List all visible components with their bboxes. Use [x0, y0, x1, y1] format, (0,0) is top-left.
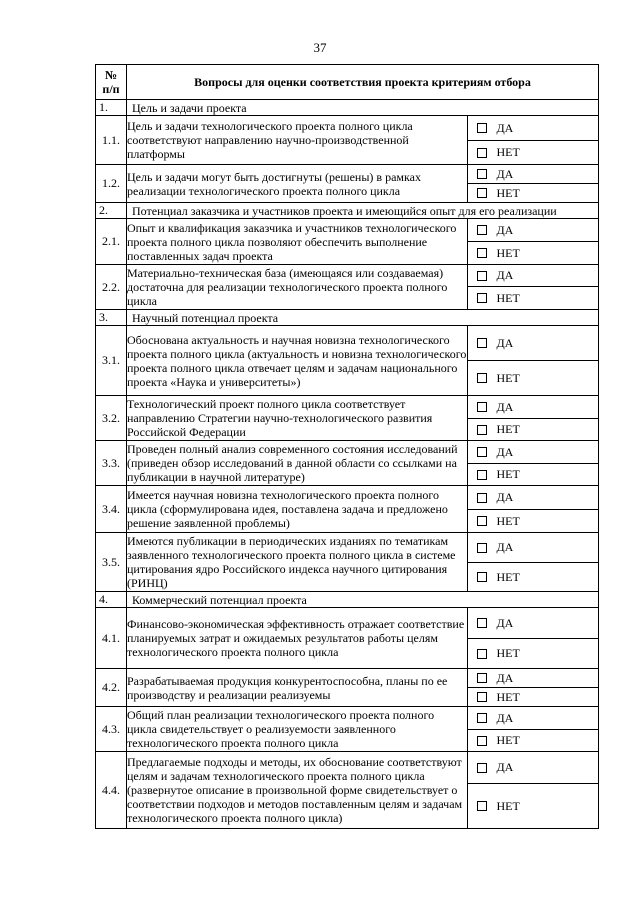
no-checkbox[interactable]: [477, 649, 487, 659]
yes-label: ДА: [497, 116, 599, 141]
section-row: [96, 592, 599, 608]
criterion-text: [127, 219, 468, 265]
section-number: 3.: [96, 310, 127, 326]
no-checkbox-cell: [468, 361, 497, 396]
no-checkbox-cell: [468, 287, 497, 310]
criterion-text: [127, 608, 468, 669]
header-title-cell: [127, 65, 599, 100]
yes-checkbox[interactable]: [477, 618, 487, 628]
criterion-text: [127, 669, 468, 707]
criterion-row: [96, 533, 599, 563]
yes-label: ДА: [497, 486, 599, 510]
no-checkbox[interactable]: [477, 293, 487, 303]
no-checkbox-cell: [468, 141, 497, 165]
yes-label: ДА: [497, 219, 599, 242]
criterion-number: 4.3.: [96, 707, 127, 752]
criterion-number: 2.2.: [96, 265, 127, 310]
criterion-number: 4.1.: [96, 608, 127, 669]
yes-checkbox[interactable]: [477, 123, 487, 133]
criterion-row: [96, 441, 599, 464]
no-label: НЕТ: [497, 287, 599, 310]
criterion-number: 3.1.: [96, 326, 127, 396]
header-number-cell: [96, 65, 127, 100]
yes-checkbox[interactable]: [477, 543, 487, 553]
criterion-row: [96, 707, 599, 730]
yes-checkbox-cell: [468, 441, 497, 464]
criterion-text-content: Разрабатываемая продукция конкурентоспособна, планы по ее производству и реализации реализуемы: [127, 673, 448, 702]
yes-label: ДА: [497, 326, 599, 361]
criterion-text-content: Обоснована актуальность и научная новизна технологического проекта полного цикла (актуальность и новизна технологического проекта полного цикла отвечает целям и задачам национального проекта «Наука и университеты»): [127, 332, 467, 389]
yes-checkbox[interactable]: [477, 402, 487, 412]
yes-checkbox-cell: [468, 326, 497, 361]
no-checkbox-cell: [468, 639, 497, 669]
no-checkbox[interactable]: [477, 692, 487, 702]
yes-label: ДА: [497, 396, 599, 419]
criterion-row: [96, 265, 599, 287]
yes-checkbox[interactable]: [477, 713, 487, 723]
no-label: НЕТ: [497, 464, 599, 486]
yes-checkbox-cell: [468, 608, 497, 639]
criterion-text-content: Цель и задачи технологического проекта полного цикла соответствуют направлению научно-производственной платформы: [127, 119, 413, 161]
table-header-row: [96, 65, 599, 100]
no-checkbox[interactable]: [477, 470, 487, 480]
yes-checkbox-cell: [468, 486, 497, 510]
criterion-text: [127, 165, 468, 203]
criterion-text-content: Финансово-экономическая эффективность отражает соответствие планируемых затрат и ожидаемых результатов работы целям технологического проекта полного цикла: [127, 617, 465, 659]
no-checkbox[interactable]: [477, 801, 487, 811]
yes-checkbox-cell: [468, 752, 497, 784]
no-label: НЕТ: [497, 639, 599, 669]
criterion-number: 4.2.: [96, 669, 127, 707]
section-number: 4.: [96, 592, 127, 608]
page-number: 37: [313, 40, 327, 55]
no-checkbox-cell: [468, 563, 497, 592]
criterion-number: 1.2.: [96, 165, 127, 203]
yes-checkbox-cell: [468, 265, 497, 287]
yes-checkbox[interactable]: [477, 763, 487, 773]
yes-checkbox[interactable]: [477, 225, 487, 235]
criterion-text: [127, 326, 468, 396]
yes-label: ДА: [497, 707, 599, 730]
criterion-number: 3.5.: [96, 533, 127, 592]
yes-checkbox[interactable]: [477, 673, 487, 683]
no-label: НЕТ: [497, 510, 599, 533]
criterion-row: [96, 326, 599, 361]
no-checkbox-cell: [468, 464, 497, 486]
criterion-row: [96, 669, 599, 688]
criterion-row: [96, 608, 599, 639]
yes-checkbox-cell: [468, 707, 497, 730]
no-checkbox[interactable]: [477, 516, 487, 526]
criterion-number: 2.1.: [96, 219, 127, 265]
no-label: НЕТ: [497, 141, 599, 165]
criterion-text: [127, 707, 468, 752]
no-checkbox-cell: [468, 784, 497, 829]
no-checkbox-cell: [468, 688, 497, 707]
section-number: 1.: [96, 100, 127, 116]
yes-label: ДА: [497, 265, 599, 287]
criterion-text-content: Цель и задачи могут быть достигнуты (решены) в рамках реализации технологического проекта полного цикла: [127, 169, 421, 198]
no-checkbox-cell: [468, 510, 497, 533]
criterion-number: 4.4.: [96, 752, 127, 829]
no-checkbox-cell: [468, 730, 497, 752]
yes-checkbox[interactable]: [477, 338, 487, 348]
criterion-text: [127, 752, 468, 829]
yes-checkbox[interactable]: [477, 271, 487, 281]
yes-checkbox-cell: [468, 219, 497, 242]
criterion-text-content: Предлагаемые подходы и методы, их обоснование соответствуют целям и задачам технологического проекта полного цикла (развернутое описание в произвольной форме свидетельствует о соответствии подходов и методов поставленным целям и задачам технологического проекта полного цикла): [127, 755, 463, 825]
criterion-number: 3.2.: [96, 396, 127, 441]
section-title: Потенциал заказчика и участников проекта и имеющийся опыт для его реализации: [127, 203, 599, 219]
yes-label: ДА: [497, 669, 599, 688]
criterion-row: [96, 116, 599, 141]
criterion-text: [127, 116, 468, 165]
criterion-row: [96, 752, 599, 784]
no-checkbox[interactable]: [477, 425, 487, 435]
yes-checkbox-cell: [468, 669, 497, 688]
criteria-table: [95, 64, 599, 829]
criterion-text: [127, 396, 468, 441]
no-checkbox[interactable]: [477, 248, 487, 258]
no-checkbox-cell: [468, 419, 497, 441]
no-label: НЕТ: [497, 419, 599, 441]
criterion-number: 1.1.: [96, 116, 127, 165]
no-label: НЕТ: [497, 184, 599, 203]
yes-checkbox-cell: [468, 116, 497, 141]
no-checkbox-cell: [468, 242, 497, 265]
yes-label: ДА: [497, 752, 599, 784]
yes-checkbox[interactable]: [477, 169, 487, 179]
section-row: [96, 203, 599, 219]
section-row: [96, 310, 599, 326]
section-title: Коммерческий потенциал проекта: [127, 592, 599, 608]
criterion-row: [96, 219, 599, 242]
criterion-text-content: Материально-техническая база (имеющаяся или создаваемая) достаточна для реализации технологического проекта полного цикла: [127, 266, 448, 308]
header-title: Вопросы для оценки соответствия проекта критериям отбора: [194, 74, 531, 89]
criterion-text: [127, 441, 468, 486]
no-label: НЕТ: [497, 784, 599, 829]
no-label: НЕТ: [497, 688, 599, 707]
yes-label: ДА: [497, 533, 599, 563]
yes-label: ДА: [497, 608, 599, 639]
no-label: НЕТ: [497, 242, 599, 265]
section-row: [96, 100, 599, 116]
criterion-row: [96, 396, 599, 419]
criterion-text-content: Технологический проект полного цикла соответствует направлению Стратегии научно-технологического развития Российской Федерации: [127, 397, 433, 439]
criterion-row: [96, 486, 599, 510]
no-label: НЕТ: [497, 361, 599, 396]
criterion-row: [96, 165, 599, 184]
no-label: НЕТ: [497, 563, 599, 592]
criterion-number: 3.4.: [96, 486, 127, 533]
yes-label: ДА: [497, 441, 599, 464]
criterion-text-content: Общий план реализации технологического проекта полного цикла свидетельствует о реализуемости заявленного технологического проекта полного цикла: [127, 708, 435, 750]
criterion-text-content: Имеются публикации в периодических изданиях по тематикам заявленного технологического проекта полного цикла в системе цитирования ядро Российского индекса научного цитирования (РИНЦ): [127, 534, 456, 590]
no-checkbox[interactable]: [477, 736, 487, 746]
criterion-text-content: Опыт и квалификация заказчика и участников технологического проекта полного цикла позволяют обеспечить выполнение поставленных задач проекта: [127, 220, 457, 263]
criterion-text-content: Проведен полный анализ современного состояния исследований (приведен обзор исследований в данной области со ссылками на публикации в научной литературе): [127, 442, 458, 484]
yes-label: ДА: [497, 165, 599, 184]
no-checkbox[interactable]: [477, 148, 487, 158]
no-checkbox[interactable]: [477, 188, 487, 198]
criterion-text: [127, 486, 468, 533]
criterion-number: 3.3.: [96, 441, 127, 486]
yes-checkbox[interactable]: [477, 447, 487, 457]
section-number: 2.: [96, 203, 127, 219]
criterion-text: [127, 265, 468, 310]
criterion-text: [127, 533, 468, 592]
no-checkbox[interactable]: [477, 572, 487, 582]
section-title: Научный потенциал проекта: [127, 310, 599, 326]
no-checkbox[interactable]: [477, 373, 487, 383]
criterion-text-content: Имеется научная новизна технологического проекта полного цикла (сформулирована идея, поставлена задача и предложено решение заявленной проблемы): [127, 488, 448, 530]
header-number-label: № п/п: [102, 68, 120, 96]
section-title: Цель и задачи проекта: [127, 100, 599, 116]
no-checkbox-cell: [468, 184, 497, 203]
yes-checkbox-cell: [468, 165, 497, 184]
yes-checkbox-cell: [468, 533, 497, 563]
yes-checkbox[interactable]: [477, 493, 487, 503]
yes-checkbox-cell: [468, 396, 497, 419]
no-label: НЕТ: [497, 730, 599, 752]
